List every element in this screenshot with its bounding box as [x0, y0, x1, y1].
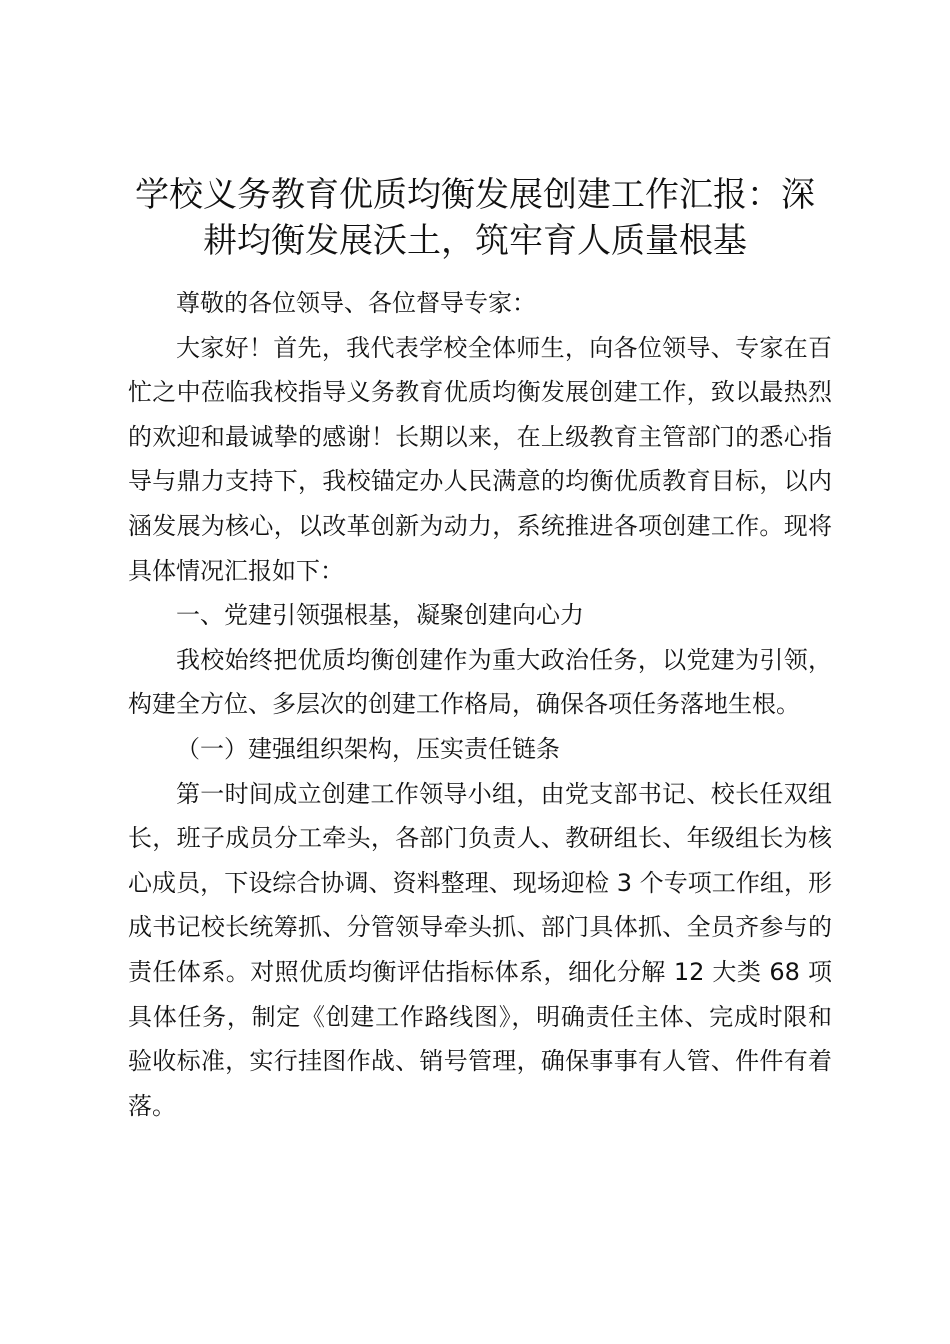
section-1-heading: 一、党建引领强根基，凝聚创建向心力	[176, 601, 584, 630]
document-body	[128, 281, 832, 1128]
document-title	[100, 172, 850, 264]
subsection-1-paragraph: 第一时间成立创建工作领导小组，由党支部书记、校长任双组长，班子成员分工牵头，各部门负责人、教研组长、年级组长为核心成员，下设综合协调、资料整理、现场迎检 3 个专项工作组，形成书记校长统筹抓、分管领导牵头抓、部门具体抓、全员齐参与的责任体系。对照优质均衡评估指标体系，细化分解 12 大类 68 项具体任务，制定《创建工作路线图》，明确责任主体、完成时限和验收标准，实行挂图作战、销号管理，确保事事有人管、件件有着落。	[128, 779, 832, 1120]
title-line-1: 学校义务教育优质均衡发展创建工作汇报：深	[135, 175, 815, 215]
section-1-paragraph: 我校始终把优质均衡创建作为重大政治任务，以党建为引领，构建全方位、多层次的创建工作格局，确保各项任务落地生根。	[128, 645, 832, 719]
title-line-2: 耕均衡发展沃土，筑牢育人质量根基	[203, 221, 747, 261]
subsection-1-heading: （一）建强组织架构，压实责任链条	[176, 734, 560, 763]
salutation: 尊敬的各位领导、各位督导专家：	[176, 289, 536, 317]
intro-paragraph: 大家好！首先，我代表学校全体师生，向各位领导、专家在百忙之中莅临我校指导义务教育优质均衡发展创建工作，致以最热烈的欢迎和最诚挚的感谢！长期以来，在上级教育主管部门的悉心指导与鼎力支持下，我校锚定办人民满意的均衡优质教育目标，以内涵发展为核心，以改革创新为动力，系统推进各项创建工作。现将具体情况汇报如下：	[128, 333, 832, 585]
